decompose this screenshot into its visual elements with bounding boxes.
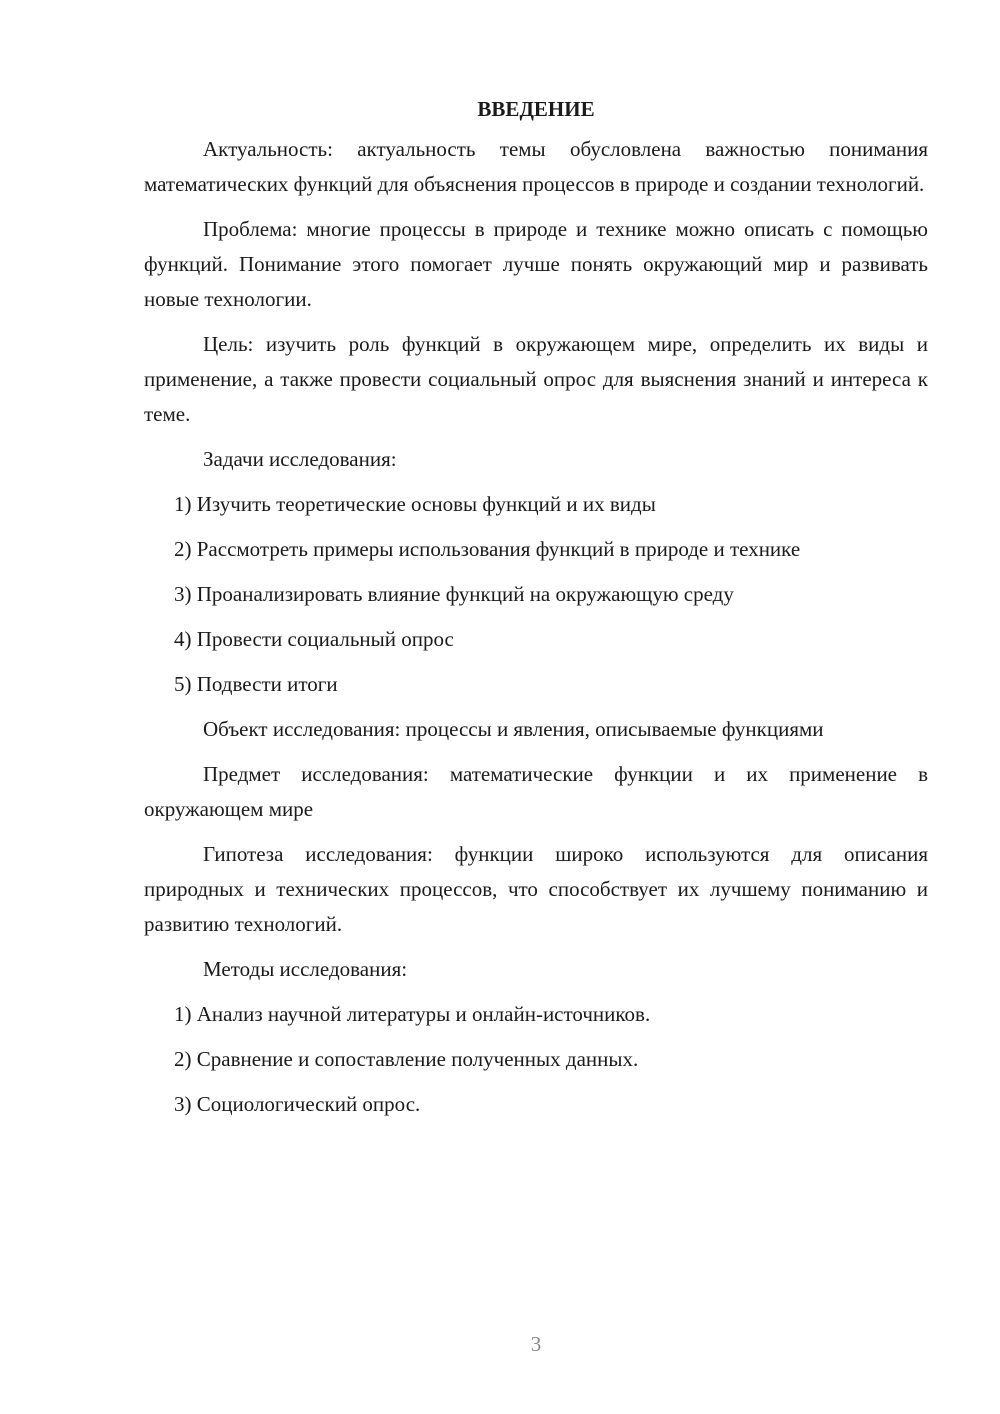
paragraph-relevance: Актуальность: актуальность темы обусловлена важностью понимания математических функций для объяснения процессов в природе и создании технологий. — [144, 137, 928, 196]
paragraph-object: Объект исследования: процессы и явления, описываемые функциями — [203, 717, 824, 741]
paragraph-goal: Цель: изучить роль функций в окружающем мире, определить их виды и применение, а также провести социальный опрос для выяснения знаний и интереса к теме. — [144, 332, 928, 426]
page-title: ВВЕДЕНИЕ — [477, 97, 595, 121]
list-item-task-4: 4) Провести социальный опрос — [174, 627, 454, 651]
tasks-heading: Задачи исследования: — [203, 447, 397, 471]
paragraph-problem: Проблема: многие процессы в природе и технике можно описать с помощью функций. Понимание этого помогает лучше понять окружающий мир и развивать новые технологии. — [144, 217, 928, 311]
methods-list — [144, 997, 928, 1122]
methods-heading: Методы исследования: — [203, 957, 408, 981]
paragraph-subject: Предмет исследования: математические функции и их применение в окружающем мире — [144, 762, 928, 821]
list-item-task-5: 5) Подвести итоги — [174, 672, 338, 696]
page-number: 3 — [530, 1332, 542, 1356]
list-item-task-2: 2) Рассмотреть примеры использования функций в природе и технике — [174, 537, 801, 561]
tasks-list — [144, 487, 928, 702]
list-item-task-1: 1) Изучить теоретические основы функций и их виды — [174, 492, 656, 516]
list-item-task-3: 3) Проанализировать влияние функций на окружающую среду — [174, 582, 734, 606]
list-item-method-2: 2) Сравнение и сопоставление полученных данных. — [174, 1047, 639, 1071]
list-item-method-1: 1) Анализ научной литературы и онлайн-источников. — [174, 1002, 651, 1026]
list-item-method-3: 3) Социологический опрос. — [174, 1092, 421, 1116]
page-content — [144, 92, 928, 1132]
paragraph-hypothesis: Гипотеза исследования: функции широко используются для описания природных и технических процессов, что способствует их лучшему пониманию и развитию технологий. — [144, 842, 928, 936]
